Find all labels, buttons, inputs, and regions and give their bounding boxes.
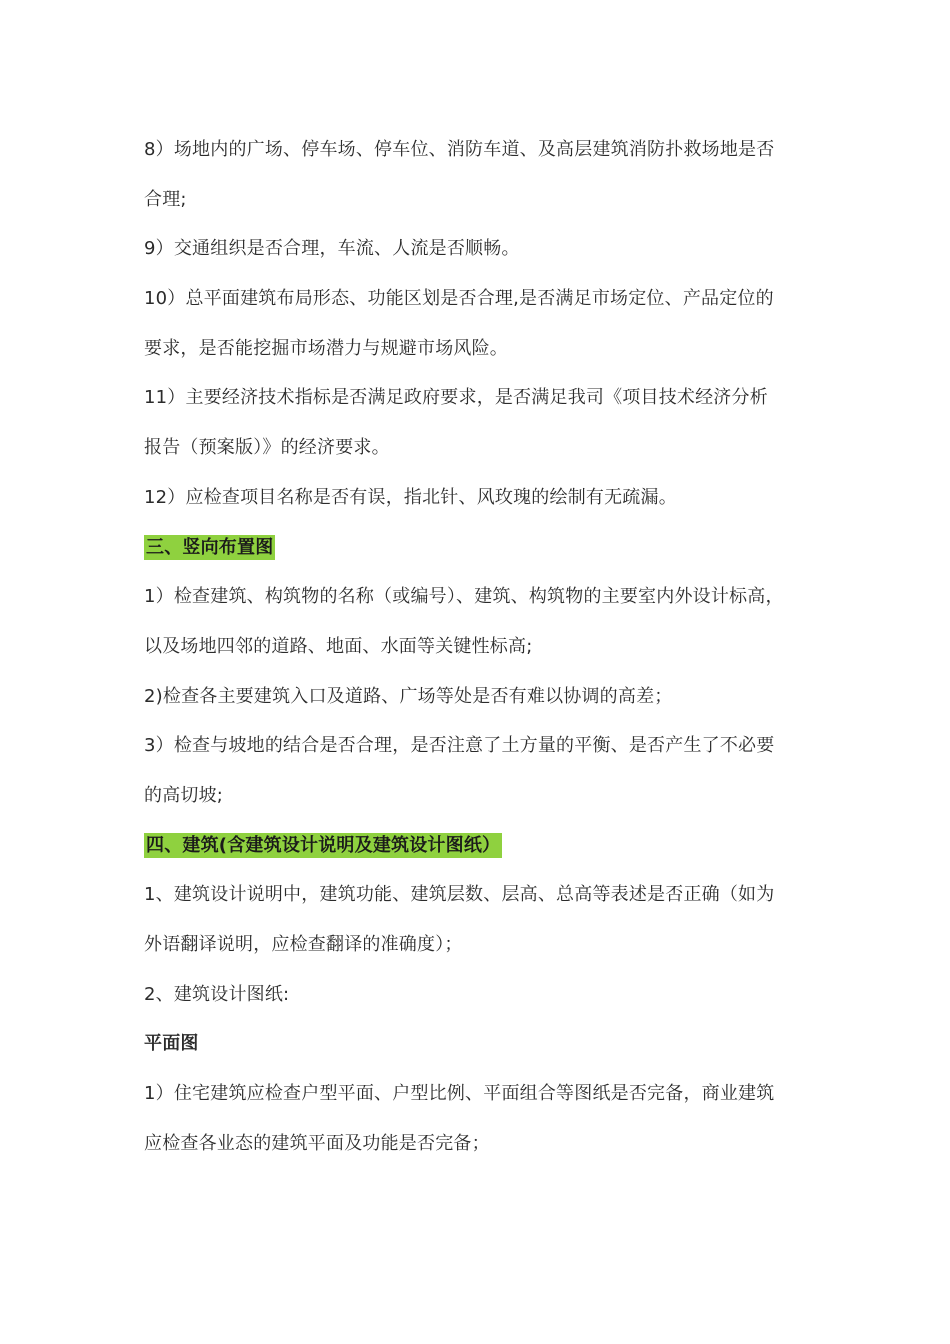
text-line-10b: 要求，是否能挖掘市场潜力与规避市场风险。 [144, 337, 508, 359]
text-line-v1a: 1）检查建筑、构筑物的名称（或编号）、建筑、构筑物的主要室内外设计标高， [144, 586, 784, 608]
section-heading-vertical-layout [144, 523, 824, 573]
text-line-11b: 报告（预案版）》的经济要求。 [144, 437, 390, 459]
highlighted-heading-text: 四、建筑(含建筑设计说明及建筑设计图纸） [146, 834, 501, 856]
subheading-floor-plan: 平面图 [144, 1033, 199, 1055]
text-line-v2: 2)检查各主要建筑入口及道路、广场等处是否有难以协调的高差； [144, 685, 673, 707]
text-line-12: 12）应检查项目名称是否有误，指北针、风玫瑰的绘制有无疏漏。 [144, 486, 677, 508]
text-line-v1b: 以及场地四邻的道路、地面、水面等关键性标高; [144, 635, 533, 657]
text-line-a2: 2、建筑设计图纸: [144, 983, 290, 1005]
text-line-11a: 11）主要经济技术指标是否满足政府要求，是否满足我司《项目技术经济分析 [144, 387, 768, 409]
text-line-a1a: 1、建筑设计说明中，建筑功能、建筑层数、层高、总高等表述是否正确（如为 [144, 884, 775, 906]
text-line-8a: 8）场地内的广场、停车场、停车位、消防车道、及高层建筑消防扑救场地是否 [144, 139, 775, 160]
text-line-v3b: 的高切坡; [144, 784, 224, 806]
text-line-v3a: 3）检查与坡地的结合是否合理，是否注意了土方量的平衡、是否产生了不必要 [144, 735, 775, 757]
text-line-9: 9）交通组织是否合理，车流、人流是否顺畅。 [144, 238, 520, 260]
section-heading-architecture [144, 821, 824, 871]
document-page [144, 125, 824, 1168]
text-line-p1a: 1）住宅建筑应检查户型平面、户型比例、平面组合等图纸是否完备，商业建筑 [144, 1083, 775, 1105]
text-line-8b: 合理; [144, 188, 187, 210]
text-line-p1b: 应检查各业态的建筑平面及功能是否完备； [144, 1132, 490, 1154]
highlighted-heading-text: 三、竖向布置图 [146, 536, 274, 558]
text-line-10a: 10）总平面建筑布局形态、功能区划是否合理,是否满足市场定位、产品定位的 [144, 288, 774, 310]
text-line-a1b: 外语翻译说明，应检查翻译的准确度）； [144, 934, 463, 955]
